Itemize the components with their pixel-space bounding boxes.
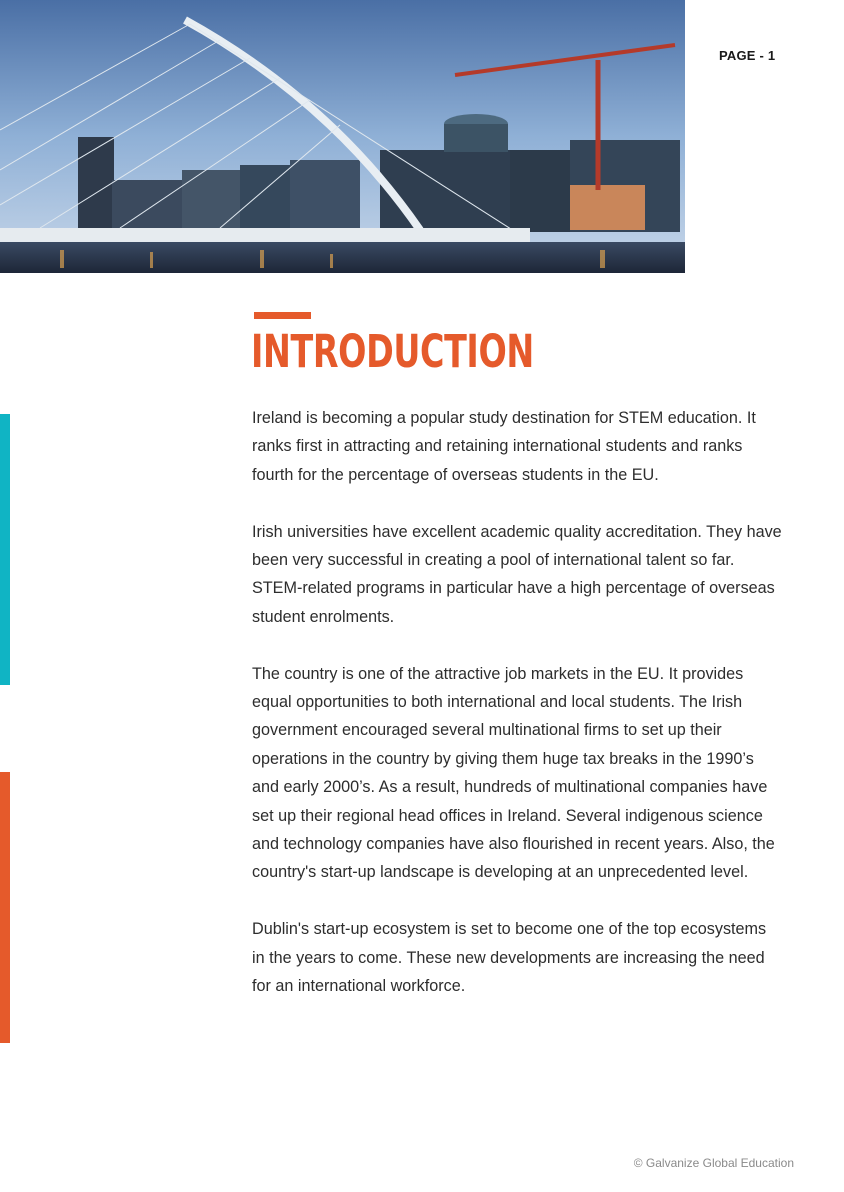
page-number: PAGE - 1 [719,48,776,63]
paragraph: Ireland is becoming a popular study destination for STEM education. It ranks first in attracting and retaining international students and ranks fourth for the percentage of overseas students in the EU. [252,409,756,484]
paragraph: The country is one of the attractive job markets in the EU. It provides equal opportunities to both international and local students. The Irish government encouraged several multinational firms to set up their operations in the country by giving them huge tax breaks in the 1990’s and early 2000’s. As a result, hundreds of multinational companies have set up their regional head offices in Ireland. Several indigenous science and technology companies have also flourished in recent years. Also, the country's start-up landscape is developing at an unprecedented level. [252,664,775,882]
footer-copyright: © Galvanize Global Education [633,1156,794,1170]
paragraph: Dublin's start-up ecosystem is set to become one of the top ecosystems in the years to come. These new developments are increasing the need for an international workforce. [252,920,767,996]
title-accent-rule [254,312,311,319]
body-text [252,404,782,1029]
page-title: INTRODUCTION [251,325,534,378]
hero-image [0,0,685,273]
paragraph: Irish universities have excellent academic quality accreditation. They have been very successful in creating a pool of international talent so far. STEM-related programs in particular have a high percentage of overseas student enrolments. [252,522,782,626]
side-accent-bar-teal [0,414,10,685]
side-accent-bar-orange [0,772,10,1043]
